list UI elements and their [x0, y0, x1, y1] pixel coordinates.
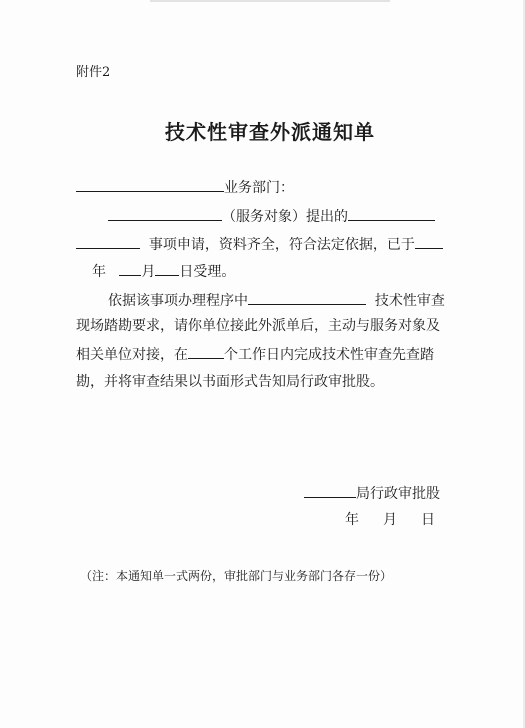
para1-line3	[92, 262, 235, 281]
signature-blank	[304, 484, 356, 498]
date-line	[345, 511, 435, 529]
para2-line1	[108, 291, 445, 310]
workdays-blank	[188, 345, 224, 359]
date-year: 年	[345, 512, 359, 528]
day-blank	[155, 262, 179, 276]
matter-text: 事项申请，资料齐全，符合法定依据，已于	[148, 237, 415, 253]
addressee-line	[76, 178, 294, 197]
liaison-text: 相关单位对接，在	[76, 347, 188, 363]
received-text: 日受理。	[179, 264, 236, 280]
month-blank	[119, 262, 141, 276]
para2-line3	[76, 345, 434, 364]
para2-line4: 勘，并将审查结果以书面形式告知局行政审批股。	[76, 374, 384, 390]
document-title: 技术性审查外派通知单	[165, 120, 375, 144]
para2-line2: 现场踏勘要求，请你单位接此外派单后，主动与服务对象及	[76, 318, 440, 334]
date-month: 月	[383, 512, 397, 528]
year-blank	[415, 235, 443, 249]
matter-blank	[76, 235, 140, 249]
proposal-blank	[348, 207, 435, 221]
addressee-suffix: 业务部门：	[224, 180, 294, 196]
signature-text: 局行政审批股	[356, 486, 440, 502]
procedure-blank	[248, 291, 366, 305]
deadline-text: 个工作日内完成技术性审查先查踏	[224, 347, 434, 363]
applicant-blank	[108, 207, 222, 221]
footnote: （注：本通知单一式两份，审批部门与业务部门各存一份）	[80, 569, 393, 583]
basis-text: 依据该事项办理程序中	[108, 293, 248, 309]
tech-review-text: 技术性审查	[374, 293, 445, 309]
signature-line	[304, 484, 440, 503]
scan-edge	[150, 0, 390, 2]
annex-label: 附件2	[76, 65, 111, 80]
service-object-text: （服务对象）提出的	[222, 209, 348, 225]
year-label: 年	[92, 264, 106, 280]
month-label: 月	[141, 264, 156, 280]
date-day: 日	[421, 512, 435, 528]
para1-line1	[108, 207, 435, 226]
department-blank	[76, 178, 224, 192]
para1-line2	[76, 235, 443, 254]
